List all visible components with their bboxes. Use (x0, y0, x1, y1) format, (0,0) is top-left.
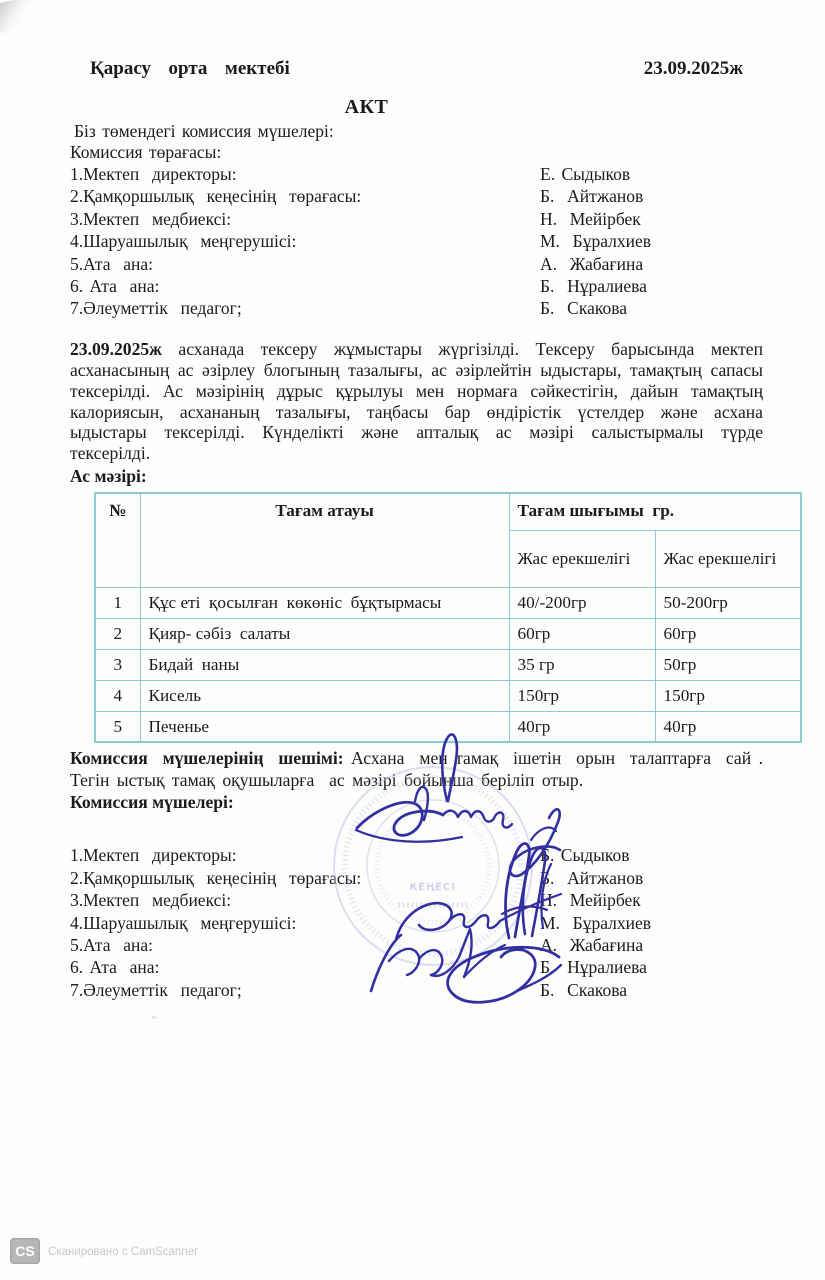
member-name: Б. Скакова (540, 298, 628, 319)
signatory-row (70, 956, 767, 978)
camscanner-logo-icon: CS (10, 1238, 40, 1264)
signatory-row (70, 867, 767, 889)
document-date: 23.09.2025ж (643, 58, 743, 79)
inspection-paragraph (70, 339, 767, 464)
col-header-output: Тағам шығымы гр. (509, 493, 801, 530)
signatories-list (70, 844, 767, 1001)
member-name: М. Бұралхиев (540, 231, 652, 252)
cell-portion-right: 50гр (655, 649, 801, 680)
member-label: 1.Мектеп директоры: (70, 164, 237, 184)
menu-table (94, 492, 802, 743)
signatory-name: Н. Мейірбек (540, 890, 641, 911)
member-row (70, 253, 767, 275)
cell-dish: Печенье (140, 711, 509, 742)
cell-portion-right: 50-200гр (655, 587, 801, 618)
member-row (70, 163, 767, 185)
cell-dish: Кисель (140, 680, 509, 711)
signatory-label: 4.Шаруашылық меңгерушісі: (70, 912, 297, 933)
document-header (70, 58, 767, 80)
cell-portion-right: 150гр (655, 680, 801, 711)
cell-dish: Қияр- сәбіз салаты (140, 618, 509, 649)
subcol-header-right: Жас ерекшелігі (655, 530, 801, 587)
table-row (95, 680, 801, 711)
document-title: АКТ (344, 96, 389, 118)
decision-text: Асхана мен тамақ ішетін орын талаптарға сай . Тегін ыстық тамақ оқушыларға ас мәзірі бойынша беріліп отыр. (70, 748, 771, 790)
member-label: 6. Ата ана: (70, 276, 160, 297)
signatory-name: М. Бұралхиев (540, 912, 652, 933)
member-name: Н. Мейірбек (540, 208, 641, 229)
member-name: Б. Айтжанов (540, 186, 644, 207)
signatory-label: 5.Ата ана: (70, 934, 154, 955)
scan-dot-artifact (151, 1016, 157, 1019)
cell-portion-left: 40гр (509, 711, 655, 742)
stamp-ring-text: КЕҢЕСІ (409, 882, 457, 893)
cell-dish: Құс еті қосылған көкөніс бұқтырмасы (140, 587, 509, 618)
member-row (70, 275, 767, 297)
cell-portion-left: 150гр (509, 680, 655, 711)
table-header-row (95, 493, 801, 530)
camscanner-watermark: Сканировано с CamScanner (48, 1246, 198, 1258)
member-label: 7.Әлеуметтік педагог; (70, 298, 242, 319)
signatory-label: 3.Мектеп медбиексі: (70, 890, 232, 911)
member-row (70, 208, 767, 230)
member-row (70, 297, 767, 319)
signatory-name: Б. Сыдыков (540, 845, 630, 866)
signatory-label: 7.Әлеуметтік педагог; (70, 979, 242, 1000)
cell-portion-left: 35 гр (509, 649, 655, 680)
signatory-name: Б. Нұралиева (540, 957, 647, 978)
member-row (70, 185, 767, 207)
member-name: А. Жабағина (540, 253, 644, 274)
member-label: 5.Ата ана: (70, 253, 154, 274)
subcol-header-left: Жас ерекшелігі (509, 530, 655, 587)
cell-portion-left: 60гр (509, 618, 655, 649)
cell-number: 1 (95, 587, 140, 618)
member-name: Е. Сыдыков (540, 164, 631, 184)
signatory-row (70, 889, 767, 911)
commission-members-list (70, 163, 767, 320)
cell-number: 3 (95, 649, 140, 680)
table-row (95, 618, 801, 649)
signatory-name: Б. Айтжанов (540, 867, 644, 888)
cell-portion-right: 40гр (655, 711, 801, 742)
signatory-label: 1.Мектеп директоры: (70, 845, 237, 866)
member-label: 3.Мектеп медбиексі: (70, 208, 232, 229)
col-header-dish: Тағам атауы (140, 493, 509, 587)
signatory-name: А. Жабағина (540, 934, 644, 955)
cell-portion-left: 40/-200гр (509, 587, 655, 618)
member-name: Б. Нұралиева (540, 276, 647, 297)
table-row (95, 587, 801, 618)
inspection-text: асханада тексеру жұмыстары жүргізілді. Тексеру барысында мектеп асханасының ас әзірлеу блогының тазалығы, ас әзірлейтін ыдыстары, тамақтың сапасы тексерілді. Ас мәзірінің дұрыс құрылуы мен нормаға сәйкестігін, дайын тамақтың калориясын, асхананың тазалығы, таңбасы бар өндірістік үстелдер және асхана ыдыстары тексерілді. Күнделікті және апталық ас мәзірі салыстырмалы түрде тексерілді. (70, 338, 763, 464)
inspection-date: 23.09.2025ж (70, 338, 162, 359)
decision-lead: Комиссия мүшелерінің шешімі: (70, 748, 344, 769)
member-label: 4.Шаруашылық меңгерушісі: (70, 231, 297, 252)
member-row (70, 230, 767, 252)
cell-number: 5 (95, 711, 140, 742)
table-row (95, 711, 801, 742)
school-name: Қарасу орта мектебі (90, 58, 290, 79)
commission-chair-line: Комиссия төрағасы: (70, 142, 222, 162)
signatories-heading: Комиссия мүшелері: (70, 792, 234, 813)
signatory-row (70, 934, 767, 956)
cell-number: 4 (95, 680, 140, 711)
table-row (95, 649, 801, 680)
cell-portion-right: 60гр (655, 618, 801, 649)
signatory-row (70, 979, 767, 1001)
col-header-number: № (95, 493, 140, 587)
cell-dish: Бидай наны (140, 649, 509, 680)
signatory-label: 2.Қамқоршылық кеңесінің төрағасы: (70, 867, 362, 888)
menu-heading: Ас мәзірі: (70, 466, 147, 487)
signatory-label: 6. Ата ана: (70, 957, 160, 978)
signatory-row (70, 844, 767, 866)
intro-line: Біз төмендегі комиссия мүшелері: (74, 121, 334, 141)
signatory-row (70, 912, 767, 934)
cell-number: 2 (95, 618, 140, 649)
decision-paragraph (70, 748, 771, 791)
signatory-name: Б. Скакова (540, 979, 628, 1000)
member-label: 2.Қамқоршылық кеңесінің төрағасы: (70, 186, 362, 207)
